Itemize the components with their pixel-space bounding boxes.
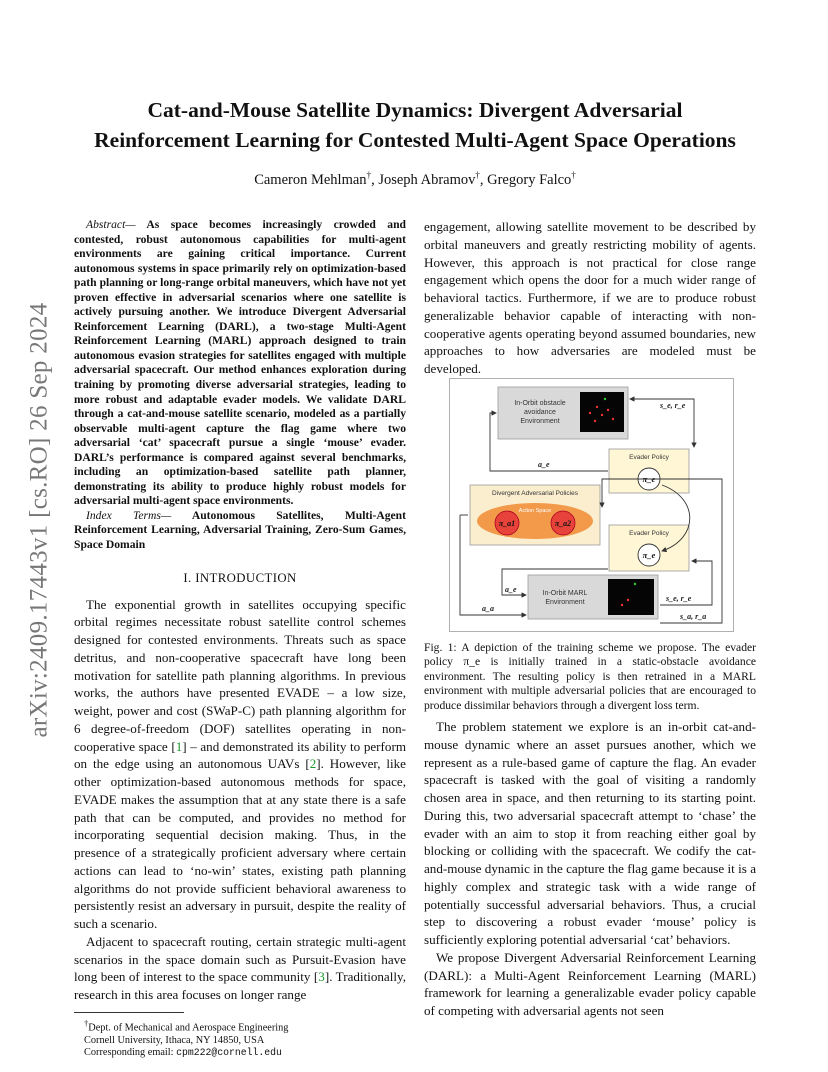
arxiv-identifier: arXiv:2409.17443v1 [cs.RO] 26 Sep 2024 bbox=[25, 302, 53, 738]
author-1-sep: , bbox=[371, 171, 379, 188]
author-1: Cameron Mehlman bbox=[254, 171, 367, 188]
abstract-label: Abstract— bbox=[86, 218, 136, 231]
pi-a1-label: π_a1 bbox=[498, 519, 516, 528]
pi-e-bottom-label: π_e bbox=[642, 550, 656, 560]
abstract-text: As space becomes increasingly crowded and contested, robust autonomous capabilities for multi-agent environments are gaining critical importance. Current autonomous systems in space primarily rely on optimization-based path planning or long-range orbital maneuvers, which have not yet proven effective in adversarial scenarios where one satellite is actively pursuing another. We introduce Divergent Adversarial Reinforcement Learning (DARL), a two-stage Multi-Agent Reinforcement Learning (MARL) approach designed to train autonomous evasion strategies for satellites engaged with multiple adversarial spacecraft. Our method enhances exploration during training by promoting diverse adversarial strategies, leading to more robust and adaptable evader models. We validate DARL through a cat-and-mouse satellite scenario, modeled as a partially observable multi-agent capture the flag game where two adversarial ‘cat’ spacecraft pursue a single ‘mouse’ evader. DARL’s performance is compared against several benchmarks, including an optimization-based satellite path planner, demonstrating its ability to produce highly robust models for adversarial multi-agent space environments. bbox=[74, 218, 406, 508]
state-reward-e-label: s_e, r_e bbox=[666, 594, 692, 603]
action-a-label: a_a bbox=[482, 604, 494, 613]
intro-p2-text-a: Adjacent to spacecraft routing, certain strategic multi-agent scenarios in the space domain such as Pursuit-Evasion have long been of interest to the space community [ bbox=[74, 933, 406, 985]
pi-a2-label: π_a2 bbox=[554, 519, 572, 528]
action-e-bottom-label: a_e bbox=[505, 585, 517, 594]
figure-caption bbox=[424, 641, 756, 713]
index-terms-label: Index Terms— bbox=[86, 508, 172, 522]
obstacle-dot bbox=[594, 420, 596, 422]
section-heading-introduction: I. INTRODUCTION bbox=[183, 570, 297, 585]
obstacle-env-image bbox=[580, 392, 624, 432]
obstacle-env-line-3: Environment bbox=[520, 418, 560, 425]
footnote-rule bbox=[74, 1012, 184, 1013]
obstacle-dot bbox=[612, 418, 614, 420]
right-paragraph-3: We propose Divergent Adversarial Reinforcement Learning (DARL): a Multi-Agent Reinforcement Learning (MARL) framework for learning a generalizable evader policy capable of competing with adversarial agents not seen bbox=[424, 949, 756, 1018]
author-2-sep: , bbox=[479, 171, 488, 188]
intro-p1-text-b: ] – and demonstrated its ability to perform on the edge using an autonomous UAVs [ bbox=[74, 738, 406, 772]
intro-p2-text-b: ]. Traditionally, research in this area focuses on longer range bbox=[74, 969, 406, 1003]
action-space-label: Action Space bbox=[518, 508, 552, 514]
right-paragraph-2: The problem statement we explore is an in-orbit cat-and-mouse dynamic where an asset pursues another, which we represent as a rule-based game of capture the flag. An evader spacecraft is tasked with the goal of visiting a randomly chosen area in space, and then returning to its starting point. During this, two adversarial spacecraft attempt to ‘chase’ the evader with an aim to stop it from reaching either goal by blocking or colliding with the spacecraft. We codify the cat-and-mouse dynamic in the capture the flag game because it is a highly complex and strategic task with a wide range of potentially successful adversarial behaviors. Thus, a crucial step to discovering a robust evader ‘mouse’ policy is sufficiently exploring potential adversarial ‘cat’ behaviors. bbox=[424, 719, 756, 947]
intro-p1-text-c: ]. However, like other optimization-based autonomous methods for space, EVADE makes the assumption that at any state there is a safe path that can be computed, and provides no method for incorporating sequential decision making. Thus, in the presence of a strategically proficient adversary where certain actions can lead to ‘no-win’ states, existing path planning algorithms do not provide sufficient behavioral awareness to persistently resist an adversary in pursuit, despite the reality of such a scenario. bbox=[74, 756, 406, 932]
index-terms-text: Autonomous Satellites, Multi-Agent Reinforcement Learning, Adversarial Training, Zero-Sum Games, Space Domain bbox=[74, 508, 406, 552]
pi-e-top-label: π_e bbox=[642, 474, 656, 484]
intro-p1-text-a: The exponential growth in satellites occupying specific orbital regimes necessitate robust satellite control schemes designed for contested environments. Threats such as space detritus, and non-cooperative spacecraft have long been motivation for satellite path planning algorithms. In previous works, the authors have presented EVADE – a low size, weight, power and cost (SWaP-C) path planning algorithm for 6 degree-of-freedom (DOF) satellites operating in non-cooperative space [ bbox=[74, 596, 406, 754]
obstacle-dot bbox=[596, 406, 598, 408]
figure-1 bbox=[449, 378, 734, 632]
intro-paragraph-2 bbox=[74, 933, 406, 1004]
marl-adversary-dot bbox=[627, 599, 629, 601]
author-3: Gregory Falco bbox=[487, 171, 572, 188]
marl-env-line-2: Environment bbox=[545, 599, 585, 606]
author-list bbox=[60, 170, 770, 189]
caption-text: A depiction of the training scheme we propose. The evader policy π_e is initially trained in a static-obstacle avoidance environment. The resulting policy is then retrained in a MARL environment with multiple adversarial policies that are encouraged to produce dissimilar behaviors through a divergent loss term. bbox=[424, 641, 757, 712]
right-paragraph-1: engagement, allowing satellite movement to be described by orbital maneuvers and greatly restricting mobility of agents. However, this approach is not practical for close range engagement which opens the door for a much wider range of behavioral tactics. Furthermore, if we are to produce robust generalizable behavior capable of interacting with non-cooperative agents operating beyond assumed boundaries, new approaches to how adversaries are modeled must be developed. bbox=[424, 219, 756, 376]
arxiv-sidebar bbox=[14, 280, 64, 760]
author-2-mark: † bbox=[475, 170, 480, 180]
obstacle-dot bbox=[589, 412, 591, 414]
index-terms bbox=[74, 509, 406, 553]
marl-goal-dot bbox=[634, 583, 636, 585]
author-3-mark: † bbox=[571, 170, 576, 180]
footnote-line-3-label: Corresponding email: bbox=[84, 1047, 177, 1059]
citation-link-1[interactable]: 1 bbox=[175, 738, 183, 754]
footnote-line-2: Cornell University, Ithaca, NY 14850, USA bbox=[84, 1034, 265, 1046]
evader-policy-bottom-label: Evader Policy bbox=[629, 530, 669, 537]
marl-env-line-1: In-Orbit MARL bbox=[542, 590, 588, 597]
paper-title bbox=[60, 95, 770, 155]
title-line-1: Cat-and-Mouse Satellite Dynamics: Divergent Adversarial bbox=[147, 98, 683, 122]
footnote-email[interactable]: cpm222@cornell.edu bbox=[176, 1047, 282, 1059]
title-line-2: Reinforcement Learning for Contested Multi-Agent Space Operations bbox=[94, 128, 736, 152]
citation-link-2[interactable]: 2 bbox=[309, 756, 317, 772]
divergent-policies-label: Divergent Adversarial Policies bbox=[492, 490, 578, 497]
obstacle-dot bbox=[607, 409, 609, 411]
citation-link-3[interactable]: 3 bbox=[318, 969, 325, 985]
action-e-top-label: a_e bbox=[538, 460, 550, 469]
marl-adversary-dot bbox=[621, 604, 623, 606]
right-column bbox=[424, 218, 756, 378]
caption-label: Fig. 1: bbox=[424, 641, 457, 654]
obstacle-env-line-2: avoidance bbox=[524, 409, 556, 416]
state-reward-top-label: s_e, r_e bbox=[660, 401, 686, 410]
goal-dot bbox=[604, 398, 606, 400]
author-1-mark: † bbox=[366, 170, 372, 180]
obstacle-env-line-1: In-Orbit obstacle bbox=[514, 400, 566, 407]
evader-policy-top-label: Evader Policy bbox=[629, 454, 669, 461]
marl-env-image bbox=[608, 579, 654, 615]
abstract bbox=[74, 218, 406, 509]
intro-paragraph-1 bbox=[74, 596, 406, 933]
left-column bbox=[74, 218, 406, 1060]
right-column-lower bbox=[424, 718, 756, 1020]
footnote bbox=[74, 1017, 406, 1060]
author-2: Joseph Abramov bbox=[378, 171, 476, 188]
state-reward-a-label: s_a, r_a bbox=[680, 612, 707, 621]
obstacle-dot bbox=[601, 414, 603, 416]
training-scheme-diagram bbox=[450, 379, 733, 631]
footnote-line-1: Dept. of Mechanical and Aerospace Engineering bbox=[88, 1022, 289, 1034]
footnote-mark: † bbox=[84, 1017, 89, 1028]
